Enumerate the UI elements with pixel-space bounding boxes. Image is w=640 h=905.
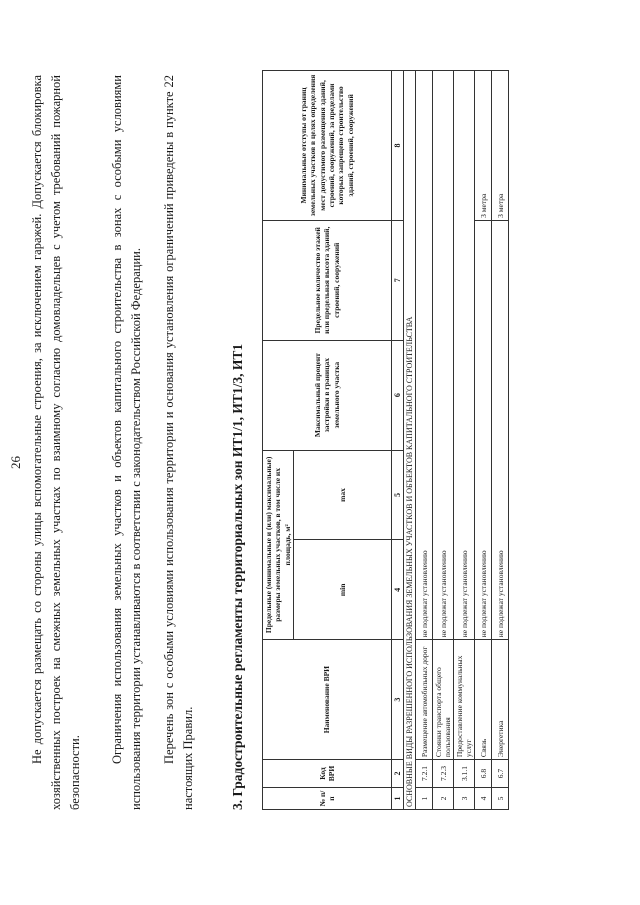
row-name: Энергетика	[492, 640, 509, 760]
col-number: 3	[392, 640, 404, 760]
paragraph-2	[108, 75, 146, 810]
paragraph-text: Перечень зон с особыми условиями использования территории и основания установления ограничений приведены в пункте 22 настоящих Правил.	[162, 75, 195, 810]
row-value: не подлежат установлению	[454, 71, 475, 640]
header-row	[263, 71, 294, 810]
page-number: 26	[8, 456, 23, 469]
row-num: 4	[475, 788, 492, 810]
row-name: Предоставление коммунальных услуг	[454, 640, 475, 760]
section-title: 3. Градостроительные регламенты территориальных зон ИТ1/1, ИТ1/3, ИТ1	[230, 343, 245, 810]
row-value: не подлежат установлению	[492, 220, 509, 639]
col-number: 6	[392, 340, 404, 450]
row-name: Связь	[475, 640, 492, 760]
col-number: 4	[392, 540, 404, 640]
col-number: 1	[392, 788, 404, 810]
header-code: Код ВРИ	[263, 760, 392, 788]
row-num: 2	[433, 788, 454, 810]
section-label: ОСНОВНЫЕ ВИДЫ РАЗРЕШЕННОГО ИСПОЛЬЗОВАНИЯ ЗЕМЕЛЬНЫХ УЧАСТКОВ И ОБЪЕКТОВ КАПИТАЛЬНОГО СТРОИТЕЛЬСТВА	[404, 71, 416, 810]
header-sizes: Предельные (минимальные и (или) максимальные) размеры земельных участков, в том числе их площадь, м²	[263, 450, 294, 640]
paragraph-text: Ограничения использования земельных участков и объектов капитального строительства в зонах с особыми условиями использования территории устанавливаются в соответствии с законодательством Российской Федерации.	[110, 75, 143, 810]
paragraph-3	[160, 75, 198, 810]
header-floors: Предельное количество этажей или предельная высота зданий, строений, сооружений	[263, 220, 392, 340]
row-name: Стоянки транспорта общего пользования	[433, 640, 454, 760]
row-code: 7.2.3	[433, 760, 454, 788]
table-row	[492, 71, 509, 810]
paragraph-text: Не допускается размещать со стороны улицы вспомогательные строения, за исключением гаражей. Допускается блокировка хозяйственных построек на смежных земельных участках по взаимному согласию домовладельцев с учетом требований пожарной безопасности.	[30, 75, 82, 810]
header-max: max	[294, 450, 392, 540]
row-code: 3.1.1	[454, 760, 475, 788]
row-code: 6.7	[492, 760, 509, 788]
header-setbacks: Минимальные отступы от границ земельных участков в целях определения мест допустимого размещения зданий, строений, сооружений, за пределами которых запрещено строительство зданий, строений, сооружений	[263, 71, 392, 221]
row-code: 7.2.1	[416, 760, 433, 788]
row-value: не подлежат установлению	[416, 71, 433, 640]
section-row	[404, 71, 416, 810]
col-number: 2	[392, 760, 404, 788]
table-row	[416, 71, 433, 810]
column-number-row	[392, 71, 404, 810]
row-num: 3	[454, 788, 475, 810]
row-num: 1	[416, 788, 433, 810]
row-setback: 3 метра	[475, 71, 492, 221]
row-num: 5	[492, 788, 509, 810]
row-value: не подлежат установлению	[433, 71, 454, 640]
table-row	[475, 71, 492, 810]
row-name: Размещение автомобильных дорог	[416, 640, 433, 760]
paragraph-1	[28, 75, 84, 810]
row-code: 6.8	[475, 760, 492, 788]
regulations-table	[262, 70, 509, 810]
header-percent: Максимальный процент застройки в границах земельного участка	[263, 340, 392, 450]
row-value: не подлежат установлению	[475, 220, 492, 639]
col-number: 8	[392, 71, 404, 221]
header-num: № п/п	[263, 788, 392, 810]
header-min: min	[294, 540, 392, 640]
table-row	[433, 71, 454, 810]
header-name: Наименование ВРИ	[263, 640, 392, 760]
table-row	[454, 71, 475, 810]
row-setback: 3 метра	[492, 71, 509, 221]
col-number: 5	[392, 450, 404, 540]
col-number: 7	[392, 220, 404, 340]
